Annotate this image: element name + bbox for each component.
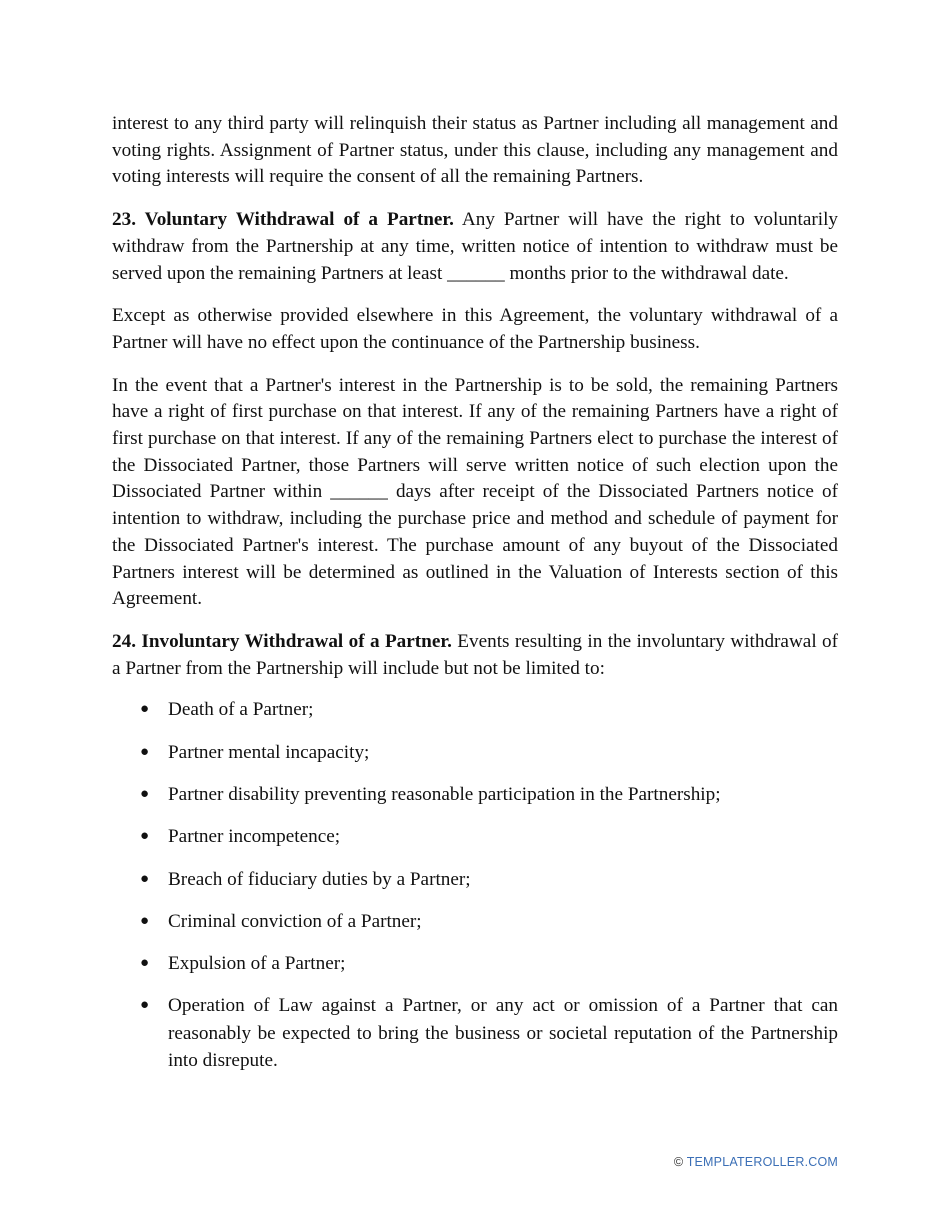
bullet-icon: ● bbox=[140, 701, 150, 718]
section-24-paragraph bbox=[112, 629, 838, 682]
section-24-body: Events resulting in the involuntary withdrawal of a Partner from the Partnership will include but not be limited to: bbox=[112, 630, 839, 679]
document-page bbox=[112, 111, 838, 1090]
section-24-heading: 24. Involuntary Withdrawal of a Partner. bbox=[112, 630, 452, 652]
bullet-icon: ● bbox=[140, 743, 150, 760]
list-item-text: Partner incompetence; bbox=[168, 826, 341, 848]
footer-site-link[interactable]: TEMPLATEROLLER.COM bbox=[686, 1155, 838, 1169]
bullet-icon: ● bbox=[140, 828, 150, 845]
list-item bbox=[112, 739, 838, 767]
list-item-text: Operation of Law against a Partner, or any act or omission of a Partner that can reasonably be expected to bring the business or societal reputation of the Partnership into disrepute. bbox=[168, 995, 838, 1072]
copyright-icon: © bbox=[673, 1155, 684, 1169]
section-23-body: Any Partner will have the right to voluntarily withdraw from the Partnership at any time, written notice of intention to withdraw must be served upon the remaining Partners at least ______ months prior to the withdrawal date. bbox=[112, 209, 839, 284]
paragraph-first-purchase: In the event that a Partner's interest in the Partnership is to be sold, the remaining Partners have a right of first purchase on that interest. If any of the remaining Partners have a right of first purchase on that interest. If any of the remaining Partners elect to purchase the interest of the Dissociated Partner, those Partners will serve written notice of such election upon the Dissociated Partner within ______ days after receipt of the Dissociated Partners notice of intention to withdraw, including the purchase price and method and schedule of payment for the Dissociated Partner's interest. The purchase amount of any buyout of the Dissociated Partners interest will be determined as outlined in the Valuation of Interests section of this Agreement. bbox=[112, 374, 838, 610]
list-item-text: Partner mental incapacity; bbox=[168, 741, 370, 763]
bullet-icon: ● bbox=[140, 785, 150, 802]
list-item-text: Partner disability preventing reasonable participation in the Partnership; bbox=[168, 783, 721, 805]
bullet-icon: ● bbox=[140, 912, 150, 929]
bullet-icon: ● bbox=[140, 997, 150, 1014]
list-item-text: Death of a Partner; bbox=[168, 699, 314, 721]
list-item bbox=[112, 866, 838, 894]
list-item bbox=[112, 992, 838, 1075]
list-item bbox=[112, 696, 838, 724]
paragraph-assignment-continuation: interest to any third party will relinquish their status as Partner including all management and voting rights. Assignment of Partner status, under this clause, including any management and voting interests will require the consent of all the remaining Partners. bbox=[112, 113, 838, 188]
withdrawal-events-list bbox=[112, 696, 838, 1075]
footer-credit bbox=[674, 1155, 838, 1169]
list-item bbox=[112, 823, 838, 851]
paragraph-withdrawal-effect: Except as otherwise provided elsewhere in this Agreement, the voluntary withdrawal of a Partner will have no effect upon the continuance of the Partnership business. bbox=[112, 305, 838, 353]
bullet-icon: ● bbox=[140, 870, 150, 887]
list-item bbox=[112, 781, 838, 809]
list-item bbox=[112, 908, 838, 936]
list-item-text: Breach of fiduciary duties by a Partner; bbox=[168, 868, 471, 890]
bullet-icon: ● bbox=[140, 955, 150, 972]
section-23-heading: 23. Voluntary Withdrawal of a Partner. bbox=[112, 209, 454, 231]
list-item bbox=[112, 950, 838, 978]
list-item-text: Expulsion of a Partner; bbox=[168, 953, 346, 975]
section-23-paragraph bbox=[112, 207, 838, 287]
list-item-text: Criminal conviction of a Partner; bbox=[168, 910, 422, 932]
